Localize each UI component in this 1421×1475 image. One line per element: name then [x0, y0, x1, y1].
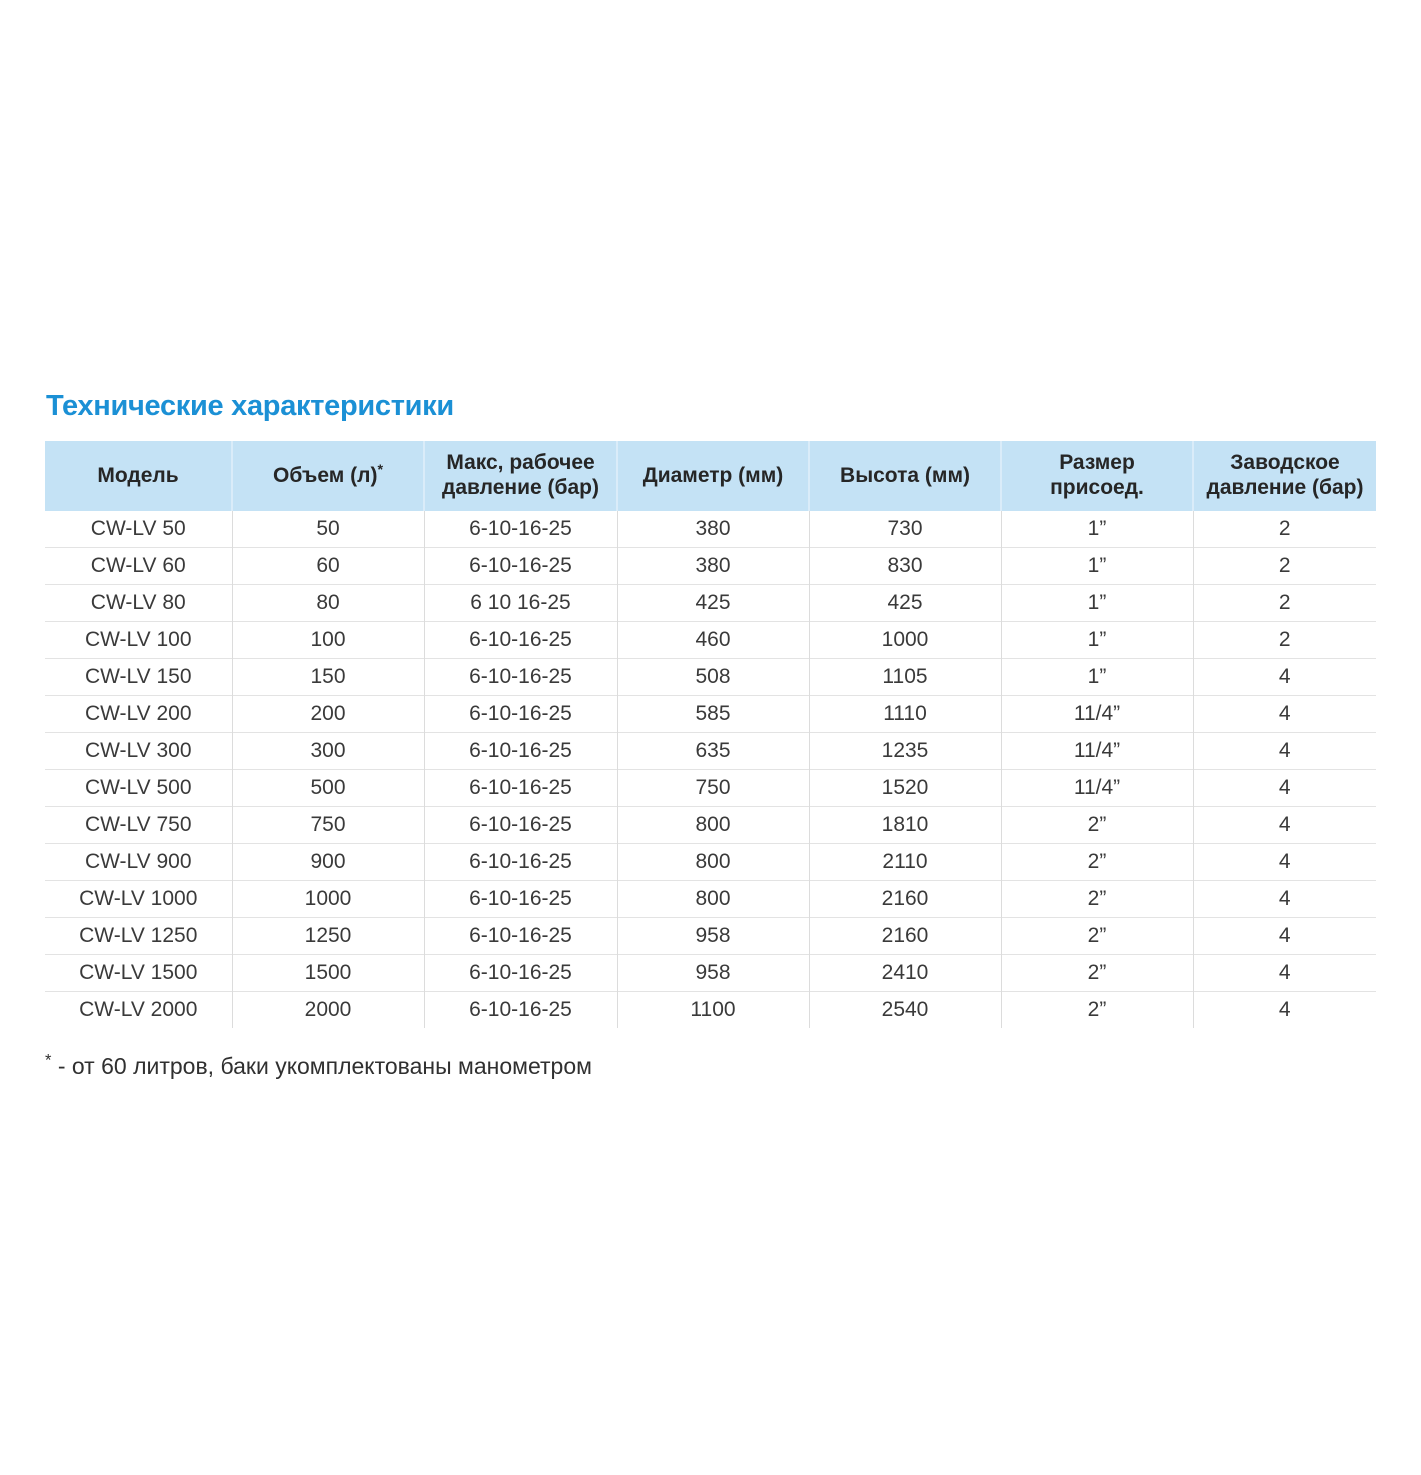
- cell-max-pressure: 6-10-16-25: [424, 696, 617, 733]
- cell-max-pressure: 6-10-16-25: [424, 511, 617, 548]
- cell-max-pressure: 6-10-16-25: [424, 918, 617, 955]
- header-model-label: Модель: [97, 463, 179, 487]
- cell-factory-pressure: 4: [1193, 807, 1376, 844]
- cell-diameter: 380: [617, 511, 809, 548]
- cell-max-pressure: 6-10-16-25: [424, 992, 617, 1029]
- cell-model: CW-LV 300: [45, 733, 232, 770]
- spec-sheet: [45, 390, 1376, 1080]
- cell-diameter: 508: [617, 659, 809, 696]
- cell-max-pressure: 6 10 16-25: [424, 585, 617, 622]
- header-max-pressure-label: Макс, рабочее давление (бар): [442, 451, 599, 499]
- cell-model: CW-LV 1250: [45, 918, 232, 955]
- header-conn-size-label: Размер присоед.: [1050, 451, 1144, 499]
- header-diameter-label: Диаметр (мм): [642, 463, 784, 487]
- page-title: Технические характеристики: [46, 390, 454, 422]
- cell-diameter: 380: [617, 548, 809, 585]
- cell-height: 1520: [809, 770, 1001, 807]
- cell-max-pressure: 6-10-16-25: [424, 733, 617, 770]
- cell-height: 2160: [809, 881, 1001, 918]
- cell-factory-pressure: 2: [1193, 622, 1376, 659]
- cell-volume: 750: [232, 807, 424, 844]
- header-conn-size: [1001, 441, 1193, 511]
- cell-height: 2410: [809, 955, 1001, 992]
- cell-max-pressure: 6-10-16-25: [424, 659, 617, 696]
- cell-factory-pressure: 2: [1193, 585, 1376, 622]
- cell-volume: 60: [232, 548, 424, 585]
- table-row: [45, 659, 1376, 696]
- cell-conn-size: 2”: [1001, 992, 1193, 1029]
- cell-max-pressure: 6-10-16-25: [424, 844, 617, 881]
- cell-model: CW-LV 100: [45, 622, 232, 659]
- cell-conn-size: 1”: [1001, 548, 1193, 585]
- cell-volume: 500: [232, 770, 424, 807]
- header-volume: [232, 441, 424, 511]
- cell-volume: 900: [232, 844, 424, 881]
- cell-diameter: 1100: [617, 992, 809, 1029]
- cell-volume: 1250: [232, 918, 424, 955]
- cell-factory-pressure: 2: [1193, 511, 1376, 548]
- cell-factory-pressure: 4: [1193, 881, 1376, 918]
- header-height: [809, 441, 1001, 511]
- cell-volume: 80: [232, 585, 424, 622]
- cell-factory-pressure: 4: [1193, 733, 1376, 770]
- footnote: [45, 1050, 1376, 1080]
- cell-conn-size: 1”: [1001, 622, 1193, 659]
- cell-conn-size: 2”: [1001, 918, 1193, 955]
- footnote-asterisk: *: [45, 1050, 52, 1070]
- cell-model: CW-LV 2000: [45, 992, 232, 1029]
- header-row: [45, 441, 1376, 511]
- cell-height: 2110: [809, 844, 1001, 881]
- cell-diameter: 460: [617, 622, 809, 659]
- cell-factory-pressure: 4: [1193, 696, 1376, 733]
- cell-factory-pressure: 4: [1193, 770, 1376, 807]
- cell-height: 2160: [809, 918, 1001, 955]
- cell-max-pressure: 6-10-16-25: [424, 622, 617, 659]
- cell-height: 1110: [809, 696, 1001, 733]
- table-body: [45, 511, 1376, 1028]
- cell-volume: 200: [232, 696, 424, 733]
- cell-height: 2540: [809, 992, 1001, 1029]
- table-row: [45, 844, 1376, 881]
- table-row: [45, 511, 1376, 548]
- cell-model: CW-LV 750: [45, 807, 232, 844]
- header-factory-pressure: [1193, 441, 1376, 511]
- cell-conn-size: 11/4”: [1001, 770, 1193, 807]
- cell-factory-pressure: 2: [1193, 548, 1376, 585]
- table-row: [45, 807, 1376, 844]
- cell-diameter: 800: [617, 881, 809, 918]
- cell-model: CW-LV 200: [45, 696, 232, 733]
- cell-volume: 300: [232, 733, 424, 770]
- cell-conn-size: 1”: [1001, 659, 1193, 696]
- table-header: [45, 441, 1376, 511]
- cell-conn-size: 2”: [1001, 844, 1193, 881]
- header-max-pressure: [424, 441, 617, 511]
- table-row: [45, 881, 1376, 918]
- cell-height: 830: [809, 548, 1001, 585]
- cell-diameter: 585: [617, 696, 809, 733]
- cell-max-pressure: 6-10-16-25: [424, 955, 617, 992]
- table-row: [45, 622, 1376, 659]
- cell-model: CW-LV 80: [45, 585, 232, 622]
- cell-volume: 1000: [232, 881, 424, 918]
- cell-volume: 150: [232, 659, 424, 696]
- header-volume-label: Объем (л): [273, 463, 378, 487]
- cell-conn-size: 11/4”: [1001, 696, 1193, 733]
- cell-height: 1000: [809, 622, 1001, 659]
- cell-max-pressure: 6-10-16-25: [424, 548, 617, 585]
- cell-volume: 2000: [232, 992, 424, 1029]
- cell-model: CW-LV 1500: [45, 955, 232, 992]
- cell-diameter: 958: [617, 955, 809, 992]
- cell-diameter: 425: [617, 585, 809, 622]
- cell-volume: 50: [232, 511, 424, 548]
- cell-max-pressure: 6-10-16-25: [424, 881, 617, 918]
- spec-table: [45, 441, 1376, 1028]
- cell-conn-size: 2”: [1001, 807, 1193, 844]
- header-model: [45, 441, 232, 511]
- cell-volume: 1500: [232, 955, 424, 992]
- cell-conn-size: 1”: [1001, 585, 1193, 622]
- cell-diameter: 800: [617, 844, 809, 881]
- cell-height: 730: [809, 511, 1001, 548]
- table-row: [45, 548, 1376, 585]
- cell-max-pressure: 6-10-16-25: [424, 807, 617, 844]
- cell-conn-size: 2”: [1001, 881, 1193, 918]
- header-volume-asterisk: *: [377, 461, 383, 478]
- cell-model: CW-LV 500: [45, 770, 232, 807]
- cell-volume: 100: [232, 622, 424, 659]
- table-row: [45, 585, 1376, 622]
- cell-diameter: 958: [617, 918, 809, 955]
- cell-model: CW-LV 900: [45, 844, 232, 881]
- cell-conn-size: 11/4”: [1001, 733, 1193, 770]
- table-row: [45, 992, 1376, 1029]
- cell-height: 1235: [809, 733, 1001, 770]
- cell-factory-pressure: 4: [1193, 955, 1376, 992]
- cell-model: CW-LV 50: [45, 511, 232, 548]
- cell-diameter: 635: [617, 733, 809, 770]
- cell-height: 1810: [809, 807, 1001, 844]
- cell-model: CW-LV 150: [45, 659, 232, 696]
- cell-diameter: 750: [617, 770, 809, 807]
- cell-model: CW-LV 1000: [45, 881, 232, 918]
- table-row: [45, 918, 1376, 955]
- header-diameter: [617, 441, 809, 511]
- table-row: [45, 696, 1376, 733]
- cell-diameter: 800: [617, 807, 809, 844]
- table-row: [45, 770, 1376, 807]
- header-height-label: Высота (мм): [840, 463, 970, 487]
- header-factory-pressure-label: Заводское давление (бар): [1206, 451, 1364, 499]
- footnote-text: - от 60 литров, баки укомплектованы манометром: [57, 1053, 592, 1079]
- table-row: [45, 955, 1376, 992]
- cell-factory-pressure: 4: [1193, 992, 1376, 1029]
- cell-conn-size: 2”: [1001, 955, 1193, 992]
- cell-model: CW-LV 60: [45, 548, 232, 585]
- cell-height: 1105: [809, 659, 1001, 696]
- table-row: [45, 733, 1376, 770]
- cell-conn-size: 1”: [1001, 511, 1193, 548]
- cell-factory-pressure: 4: [1193, 659, 1376, 696]
- cell-factory-pressure: 4: [1193, 918, 1376, 955]
- cell-max-pressure: 6-10-16-25: [424, 770, 617, 807]
- cell-factory-pressure: 4: [1193, 844, 1376, 881]
- cell-height: 425: [809, 585, 1001, 622]
